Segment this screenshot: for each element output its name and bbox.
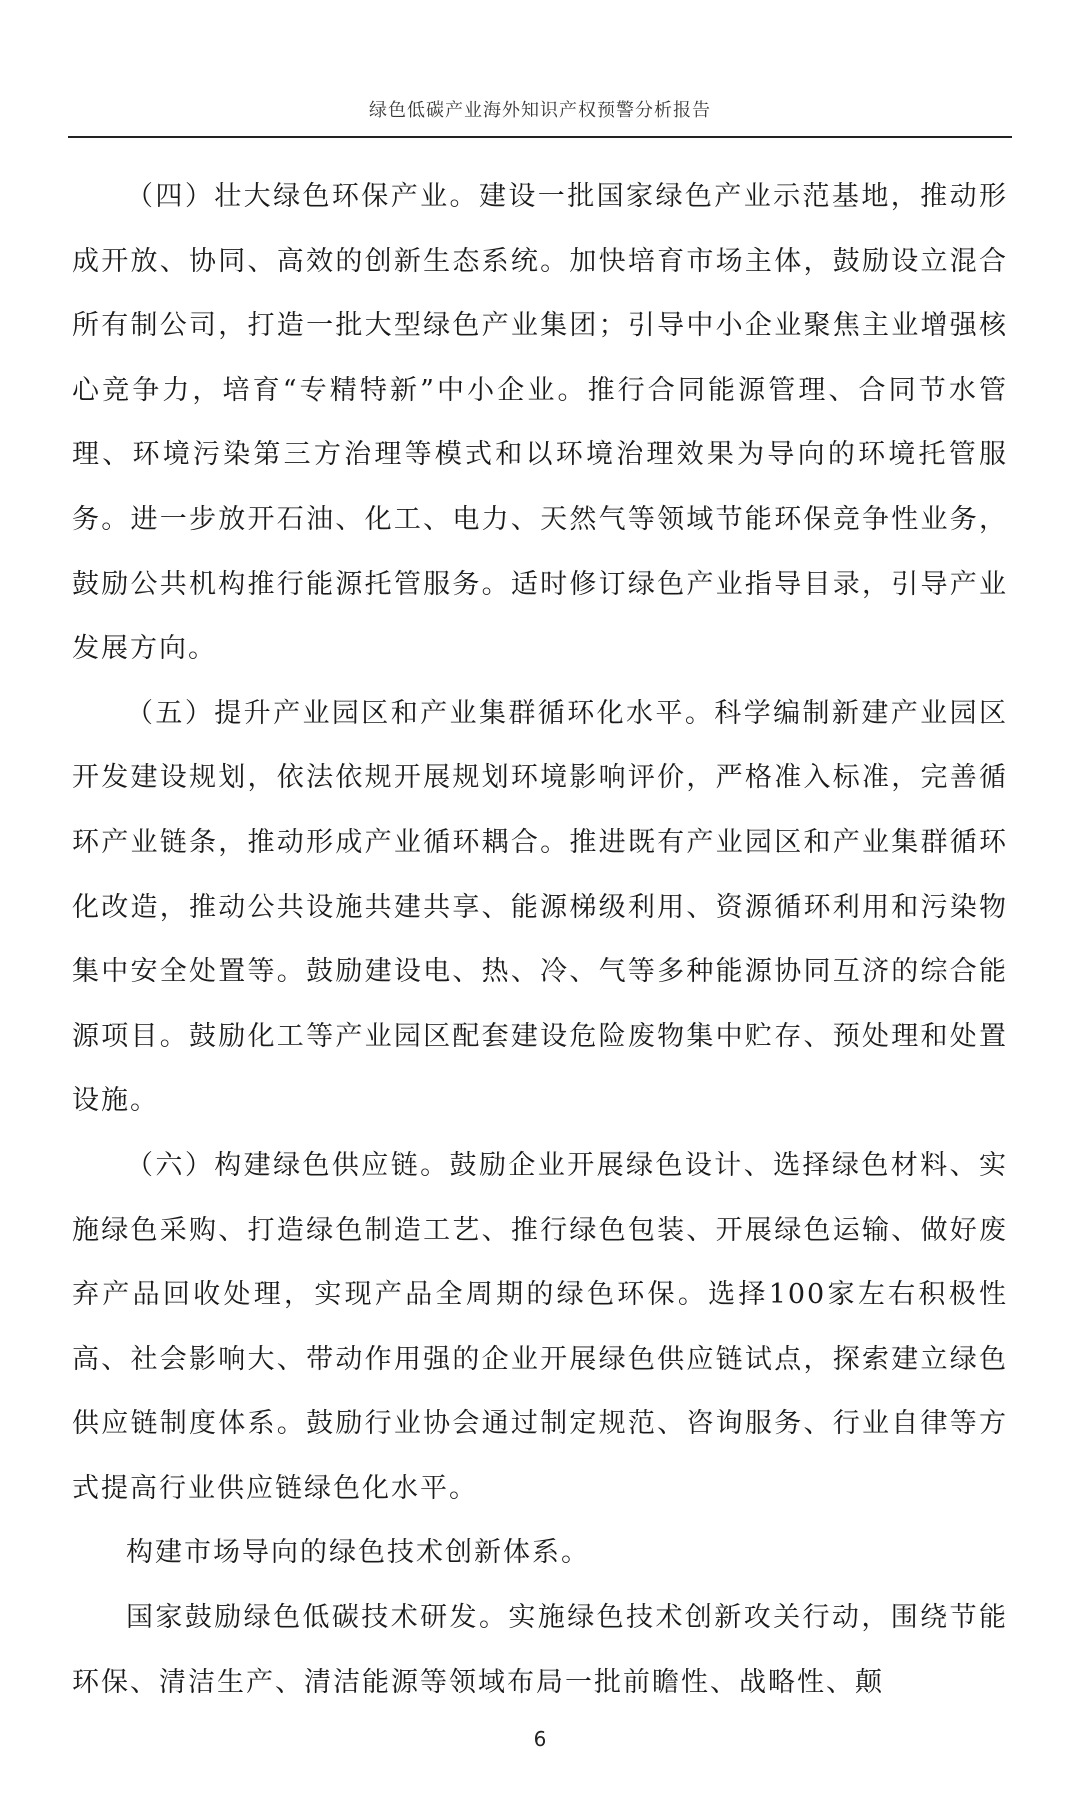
paragraph-subheading: 构建市场导向的绿色技术创新体系。 — [126, 1537, 590, 1569]
body-text — [72, 165, 1008, 1715]
paragraph-tech-research: 国家鼓励绿色低碳技术研发。实施绿色技术创新攻关行动，围绕节能环保、清洁生产、清洁能源等领域布局一批前瞻性、战略性、颠 — [72, 1602, 1008, 1698]
running-header: 绿色低碳产业海外知识产权预警分析报告 — [369, 100, 711, 121]
paragraph-section-six: （六）构建绿色供应链。鼓励企业开展绿色设计、选择绿色材料、实施绿色采购、打造绿色制造工艺、推行绿色包装、开展绿色运输、做好废弃产品回收处理，实现产品全周期的绿色环保。选择100家左右积极性高、社会影响大、带动作用强的企业开展绿色供应链试点，探索建立绿色供应链制度体系。鼓励行业协会通过制定规范、咨询服务、行业自律等方式提高行业供应链绿色化水平。 — [72, 1149, 1008, 1504]
paragraph-section-four: （四）壮大绿色环保产业。建设一批国家绿色产业示范基地，推动形成开放、协同、高效的创新生态系统。加快培育市场主体，鼓励设立混合所有制公司，打造一批大型绿色产业集团；引导中小企业聚焦主业增强核心竞争力，培育“专精特新”中小企业。推行合同能源管理、合同节水管理、环境污染第三方治理等模式和以环境治理效果为导向的环境托管服务。进一步放开石油、化工、电力、天然气等领域节能环保竞争性业务，鼓励公共机构推行能源托管服务。适时修订绿色产业指导目录，引导产业发展方向。 — [72, 181, 1008, 665]
paragraph-section-five: （五）提升产业园区和产业集群循环化水平。科学编制新建产业园区开发建设规划，依法依规开展规划环境影响评价，严格准入标准，完善循环产业链条，推动形成产业循环耦合。推进既有产业园区和产业集群循环化改造，推动公共设施共建共享、能源梯级利用、资源循环利用和污染物集中安全处置等。鼓励建设电、热、冷、气等多种能源协同互济的综合能源项目。鼓励化工等产业园区配套建设危险废物集中贮存、预处理和处置设施。 — [72, 697, 1008, 1117]
page-number: 6 — [533, 1727, 547, 1751]
header-divider — [68, 136, 1012, 138]
